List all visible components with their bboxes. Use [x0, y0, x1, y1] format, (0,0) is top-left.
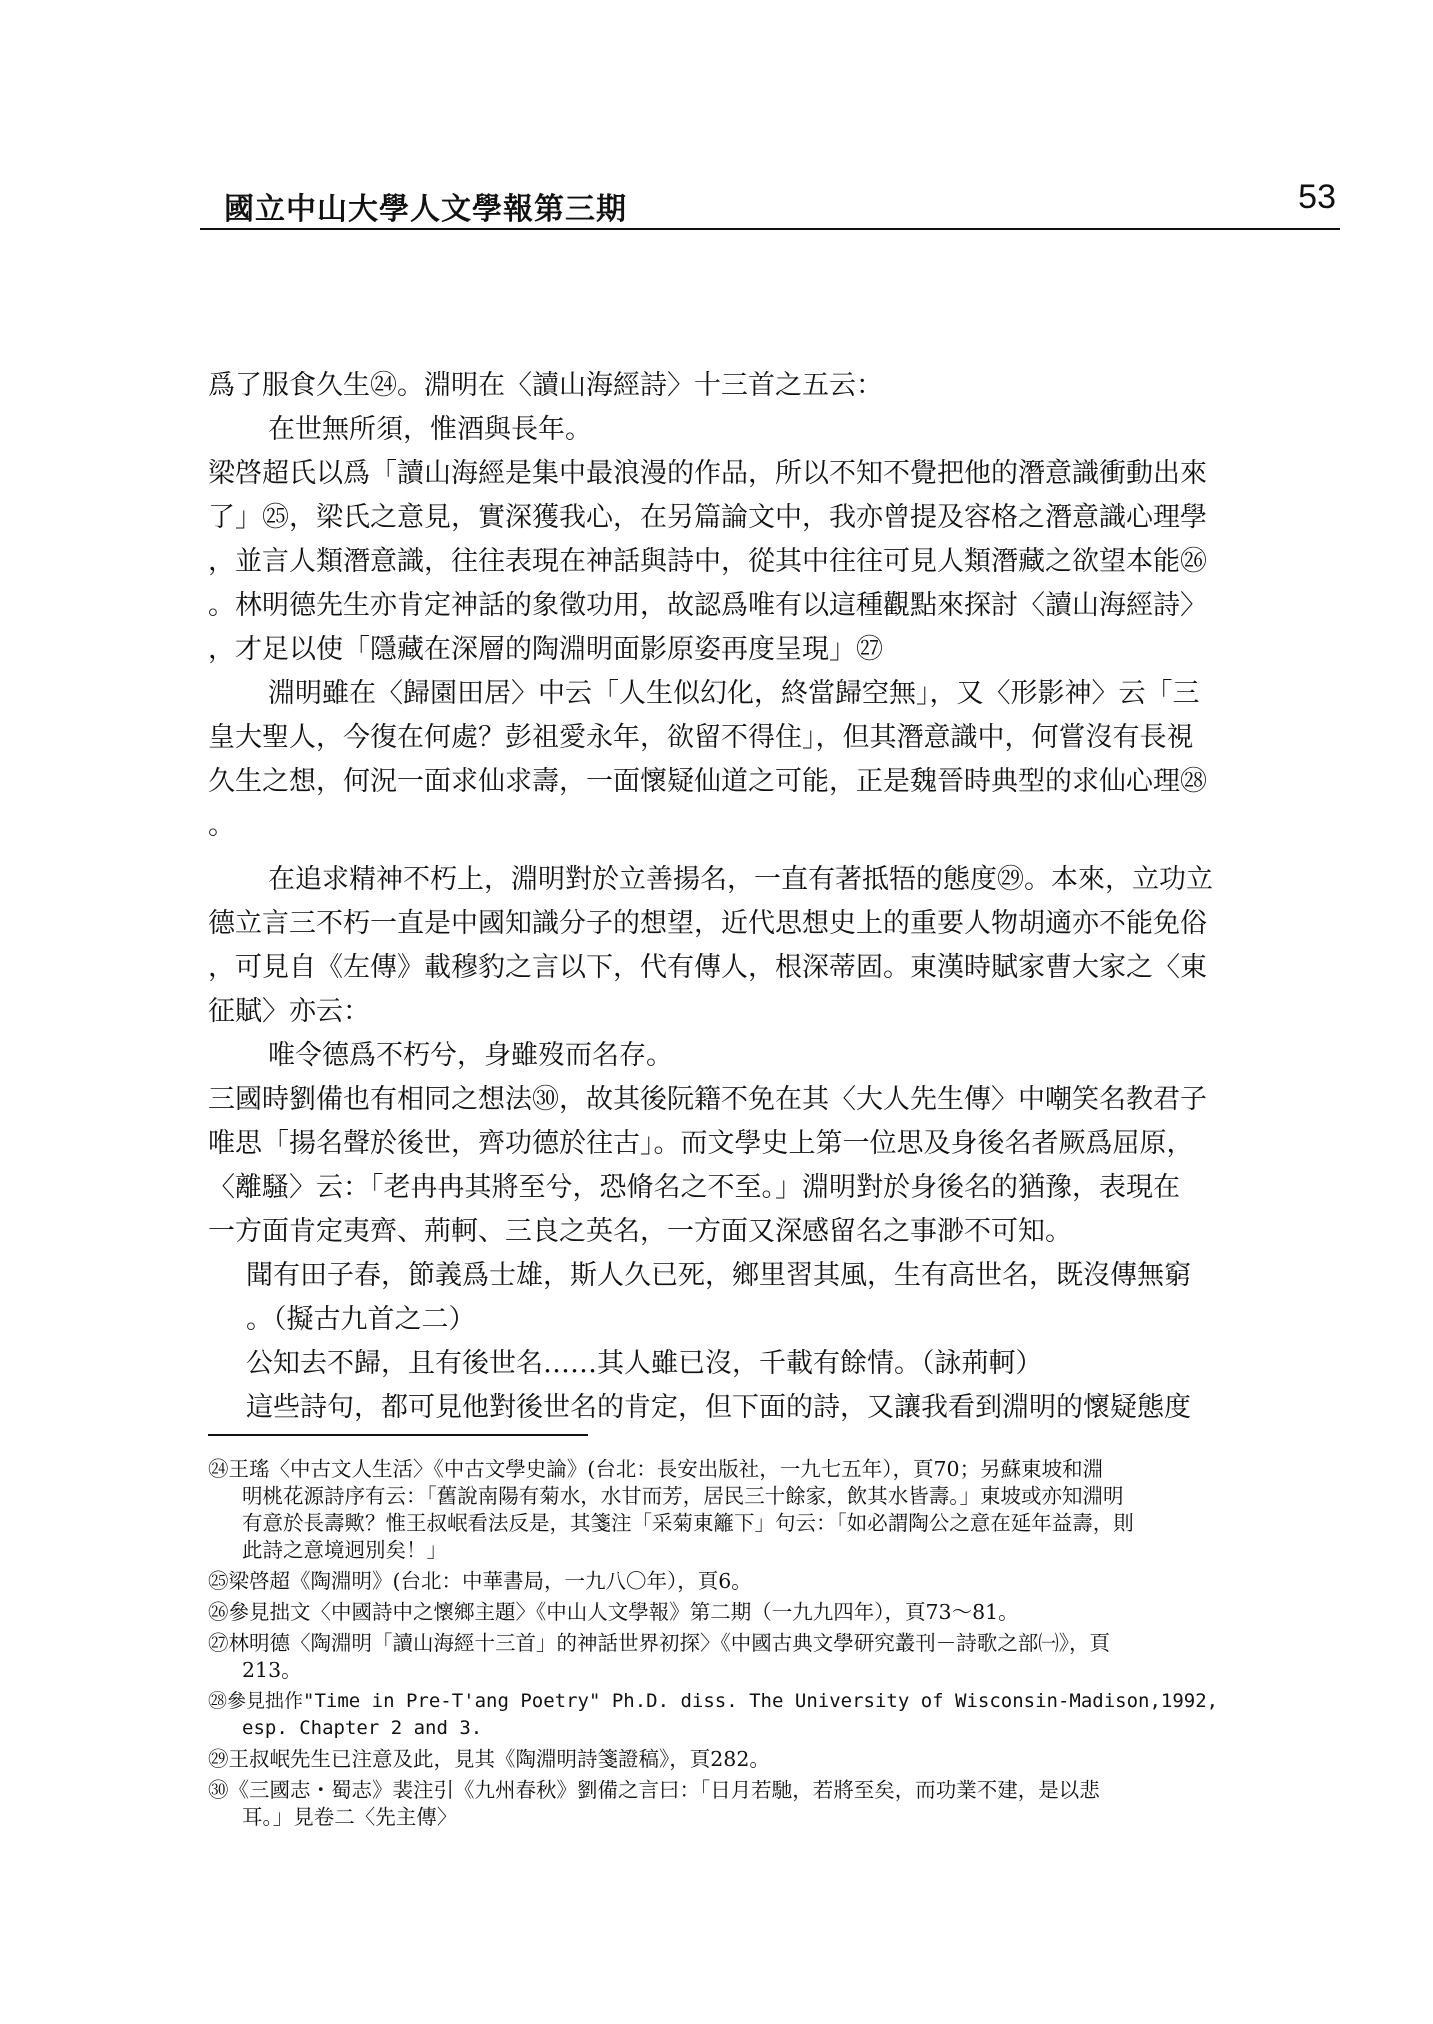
footnote-30: ㉚《三國志・蜀志》裴注引《九州春秋》劉備之言曰：「日月若馳，若將至矣，而功業不建，是以悲 [208, 1778, 1100, 1802]
main-text [208, 364, 1304, 1430]
text-line: 皇大聖人，今復在何處？彭祖愛永年，欲留不得住」，但其潛意識中，何嘗沒有長視 [208, 722, 1194, 753]
quoted-verse: 聞有田子春，節義爲士雄，斯人久已死，鄉里習其風，生有高世名，既沒傳無窮 [246, 1260, 1191, 1291]
text-line: 唯思「揚名聲於後世，齊功德於往古」。而文學史上第一位思及身後名者厥爲屈原， [208, 1128, 1194, 1159]
text-line: 。林明德先生亦肯定神話的象徵功用，故認爲唯有以這種觀點來探討〈讀山海經詩〉 [208, 590, 1207, 621]
footnote-24: ㉔王瑤〈中古文人生活〉《中古文學史論》(台北：長安出版社，一九七五年），頁70；另蘇東坡和淵 [208, 1457, 1104, 1481]
journal-title: 國立中山大學人文學報第三期 [224, 192, 627, 227]
footnote-24-cont: 明桃花源詩序有云：「舊說南陽有菊水，水甘而芳，居民三十餘家，飲其水皆壽。」東坡或亦知淵明 [242, 1484, 1124, 1508]
quoted-verse: 唯令德爲不朽兮，身雖歿而名存。 [268, 1040, 673, 1071]
paragraph-start: 淵明雖在〈歸園田居〉中云「人生似幻化，終當歸空無」，又〈形影神〉云「三 [268, 678, 1200, 709]
footnote-30-cont: 耳。」見卷二〈先主傳〉 [242, 1805, 458, 1829]
footnote-27-cont: 213。 [242, 1658, 302, 1682]
footnote-29: ㉙王叔岷先生已注意及此，見其《陶淵明詩箋證稿》，頁282。 [208, 1747, 770, 1771]
page-number: 53 [1298, 178, 1336, 216]
paragraph-start: 這些詩句，都可見他對後世名的肯定，但下面的詩，又讓我看到淵明的懷疑態度 [246, 1392, 1191, 1423]
quoted-verse: 在世無所須，惟酒與長年。 [268, 414, 592, 445]
footnote-divider [208, 1434, 588, 1436]
paragraph-start: 在追求精神不朽上，淵明對於立善揚名，一直有著抵牾的態度㉙。本來，立功立 [268, 864, 1213, 895]
footnote-26: ㉖參見拙文〈中國詩中之懷鄉主題〉《中山人文學報》第二期（一九九四年），頁73～81。 [208, 1600, 1019, 1624]
text-line: 爲了服食久生㉔。淵明在〈讀山海經詩〉十三首之五云： [208, 370, 883, 401]
text-line: 征賦〉亦云： [208, 996, 370, 1027]
footnote-24-cont: 有意於長壽歟？惟王叔岷看法反是，其箋注「采菊東籬下」句云：「如必謂陶公之意在延年益壽，則 [242, 1511, 1134, 1535]
text-line: 久生之想，何況一面求仙求壽，一面懷疑仙道之可能，正是魏晉時典型的求仙心理㉘ [208, 766, 1207, 797]
footnote-25: ㉕梁啓超《陶淵明》(台北：中華書局，一九八〇年），頁6。 [208, 1569, 752, 1593]
quoted-verse: 。（擬古九首之二） [246, 1304, 476, 1335]
text-line: 了」㉕，梁氏之意見，實深獲我心，在另篇論文中，我亦曾提及容格之潛意識心理學 [208, 502, 1207, 533]
page-header [200, 176, 1340, 230]
text-line: 一方面肯定夷齊、荊軻、三良之英名，一方面又深感留名之事渺不可知。 [208, 1216, 1072, 1247]
text-line: 三國時劉備也有相同之想法㉚，故其後阮籍不免在其〈大人先生傳〉中嘲笑名教君子 [208, 1084, 1207, 1115]
text-line: 梁啓超氏以爲「讀山海經是集中最浪漫的作品，所以不知不覺把他的潛意識衝動出來 [208, 458, 1207, 489]
quoted-verse: 公知去不歸，且有後世名……其人雖已沒，千載有餘情。（詠荊軻） [246, 1348, 1043, 1379]
text-line: 〈離騷〉云：「老冉冉其將至兮，恐脩名之不至。」淵明對於身後名的猶豫，表現在 [208, 1172, 1180, 1203]
footnote-24-cont: 此詩之意境迥別矣！」 [242, 1538, 447, 1562]
footnote-28: ㉘參見拙作"Time in Pre-T'ang Poetry" Ph.D. diss. The University of Wisconsin-Madison,1992, [208, 1690, 1219, 1712]
footnotes [208, 1456, 1318, 1831]
footnote-28-cont: esp. Chapter 2 and 3. [242, 1717, 483, 1739]
text-line: ，才足以使「隱藏在深層的陶淵明面影原姿再度呈現」㉗ [208, 634, 883, 665]
text-line: 德立言三不朽一直是中國知識分子的想望，近代思想史上的重要人物胡適亦不能免俗 [208, 908, 1207, 939]
text-line: ，並言人類潛意識，往往表現在神話與詩中，從其中往往可見人類潛藏之欲望本能㉖ [208, 546, 1207, 577]
footnote-27: ㉗林明德〈陶淵明「讀山海經十三首」的神話世界初探〉《中國古典文學研究叢刊－詩歌之部㈠》，頁 [208, 1631, 1110, 1655]
text-line: 。 [208, 810, 235, 841]
text-line: ，可見自《左傳》載穆豹之言以下，代有傳人，根深蒂固。東漢時賦家曹大家之〈東 [208, 952, 1207, 983]
